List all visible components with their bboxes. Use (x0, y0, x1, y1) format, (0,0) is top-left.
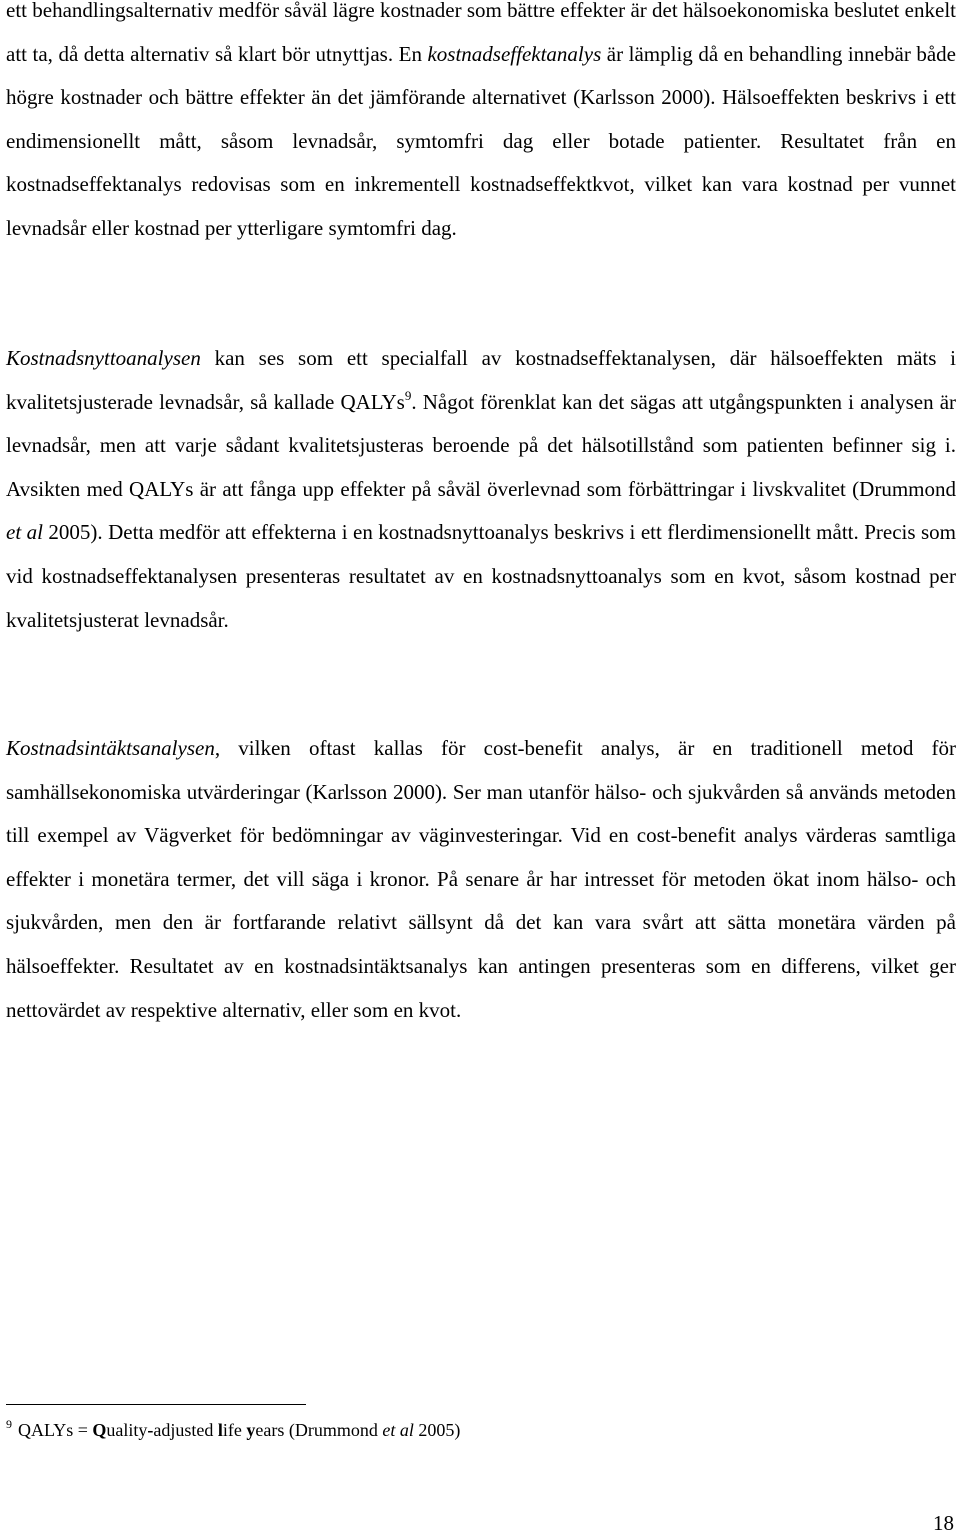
paragraph-text: kan ses som ett specialfall av kostnadseffektanalysen, där hälsoeffekten mäts i kvalitetsjusterade levnadsår, så kallade QALYs (6, 346, 956, 414)
footnote-bold-letter: - (147, 1420, 154, 1440)
citation-et-al: et al (6, 520, 43, 545)
paragraph-text: , vilken oftast kallas för cost-benefit analys, är en traditionell metod för samhällsekonomiska utvärderingar (Karlsson 2000). Ser man utanför hälso- och sjukvården så används metoden till exempel av Vägverket för bedömningar av väginvesteringar. Vid en cost-benefit analys värderas samtliga effekter i monetära termer, det vill säga i kronor. På senare år har intresset för metoden ökat inom hälso- och sjukvården, men den är fortfarande relativt sällsynt då det kan vara svårt att sätta monetära värden på hälsoeffekter. Resultatet av en kostnadsintäktsanalys kan antingen presenteras som en differens, vilket ger nettovärdet av respektive alternativ, eller som en kvot. (6, 736, 956, 1022)
paragraph-text: är lämplig då en behandling innebär både högre kostnader och bättre effekter än det jämförande alternativet (Karlsson 2000). Hälsoeffekten beskrivs i ett endimensionellt mått, såsom levnadsår, symtomfri dag eller botade patienter. Resultatet från en kostnadseffektanalys redovisas som en inkrementell kostnadseffektkvot, vilket kan vara kostnad per vunnet levnadsår eller kostnad per ytterligare symtomfri dag. (6, 41, 956, 240)
footnote-text: ife (222, 1420, 247, 1440)
footnote-text: uality (106, 1420, 148, 1440)
footnote-bold-letter: y (246, 1420, 256, 1440)
footnote-number: 9 (6, 1417, 12, 1431)
term-kostnadsnyttoanalysen: Kostnadsnyttoanalysen (6, 346, 201, 370)
paragraph-cost-effectiveness (6, 0, 956, 251)
paragraph-cost-utility (6, 337, 956, 642)
paragraph-text: 2005). Detta medför att effekterna i en kostnadsnyttoanalys beskrivs i ett flerdimensionellt mått. Precis som vid kostnadseffektanalysen presenteras resultatet av en kostnadsnyttoanalys som en kvot, såsom kostnad per kvalitetsjusterat levnadsår. (6, 520, 956, 632)
citation-et-al: et al (382, 1420, 414, 1440)
footnote-bold-letter: l (217, 1420, 223, 1440)
footnote-divider (6, 1404, 306, 1405)
footnote (6, 1418, 460, 1442)
paragraph-cost-benefit (6, 727, 956, 1032)
page-number: 18 (933, 1511, 954, 1535)
footnote-reference: 9 (404, 387, 412, 403)
paragraph-text: . Något förenklat kan det sägas att utgångspunkten i analysen är levnadsår, men att varje sådant kvalitetsjusteras beroende på det hälsotillstånd som patienten befinner sig i. Avsikten med QALYs är att fånga upp effekter på såväl överlevnad som förbättringar i livskvalitet (Drummond (6, 389, 957, 501)
footnote-bold-letter: Q (92, 1420, 107, 1440)
term-kostnadseffektanalys: kostnadseffektanalys (427, 41, 602, 66)
footnote-text: 2005) (413, 1420, 461, 1440)
paragraph-text: ett behandlingsalternativ medför såväl lägre kostnader som bättre effekter är det hälsoekonomiska beslutet enkelt att ta, då detta alternativ så klart bör utnyttjas. En (6, 0, 956, 66)
term-kostnadsintaktsanalysen: Kostnadsintäktsanalysen (6, 736, 215, 760)
footnote-text: QALYs = (18, 1420, 93, 1440)
document-page (6, 0, 956, 1537)
footnote-text: adjusted (153, 1420, 218, 1440)
footnote-text: ears (Drummond (255, 1420, 383, 1440)
